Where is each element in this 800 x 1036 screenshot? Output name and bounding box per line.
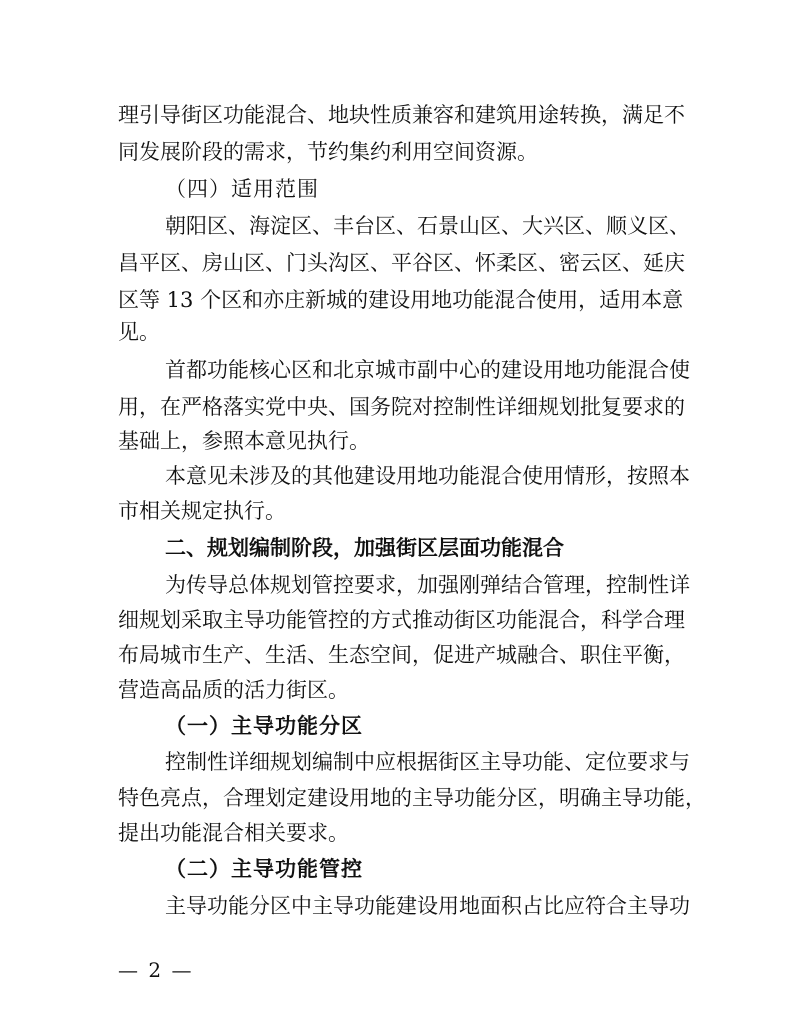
paragraph-line: 市相关规定执行。	[118, 499, 286, 523]
paragraph-line: 为传导总体规划管控要求，加强刚弹结合管理，控制性详	[165, 573, 690, 597]
paragraph-line: 用，在严格落实党中央、国务院对控制性详细规划批复要求的	[118, 395, 685, 419]
paragraph-line: 首都功能核心区和北京城市副中心的建设用地功能混合使	[165, 358, 690, 382]
paragraph-line: 理引导街区功能混合、地块性质兼容和建筑用途转换，满足不	[118, 103, 685, 127]
section-heading: （二）主导功能管控	[165, 856, 363, 881]
paragraph-line: 昌平区、房山区、门头沟区、平谷区、怀柔区、密云区、延庆	[118, 251, 685, 275]
page-number: — 2 —	[118, 958, 194, 982]
paragraph-line: 营造高品质的活力街区。	[118, 678, 349, 702]
paragraph-line: 见。	[118, 320, 160, 344]
paragraph-line: 基础上，参照本意见执行。	[118, 429, 370, 453]
paragraph-line: 控制性详细规划编制中应根据街区主导功能、定位要求与	[165, 750, 690, 774]
paragraph-line: 布局城市生产、生活、生态空间，促进产城融合、职住平衡，	[118, 643, 685, 667]
paragraph-line: 区等 13 个区和亦庄新城的建设用地功能混合使用，适用本意	[118, 288, 684, 312]
paragraph-line: 细规划采取主导功能管控的方式推动街区功能混合，科学合理	[118, 608, 685, 632]
section-heading: （一）主导功能分区	[165, 713, 363, 738]
section-heading: （四）适用范围	[165, 177, 319, 201]
paragraph-line: 本意见未涉及的其他建设用地功能混合使用情形，按照本	[165, 464, 690, 488]
paragraph-line: 特色亮点，合理划定建设用地的主导功能分区，明确主导功能，	[118, 786, 706, 810]
paragraph-line: 提出功能混合相关要求。	[118, 821, 349, 845]
paragraph-line: 朝阳区、海淀区、丰台区、石景山区、大兴区、顺义区、	[165, 214, 690, 238]
chapter-heading: 二、规划编制阶段，加强街区层面功能混合	[165, 536, 564, 560]
paragraph-line: 主导功能分区中主导功能建设用地面积占比应符合主导功	[165, 894, 690, 918]
paragraph-line: 同发展阶段的需求，节约集约利用空间资源。	[118, 140, 538, 164]
